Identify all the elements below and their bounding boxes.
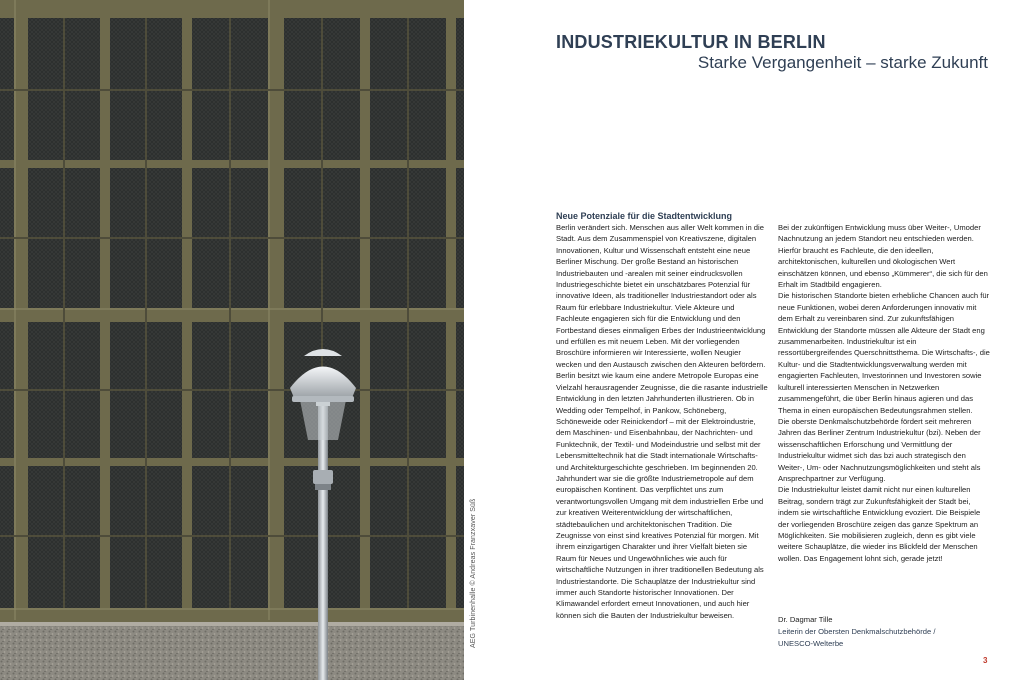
signature-role: Leiterin der Obersten Denkmalschutzbehörde / [778,627,936,636]
signature-role-org: UNESCO-Welterbe [778,639,844,648]
photo-credit: AEG Turbinenhalle © Andreas Franzxaver Süß [470,498,477,648]
facade-illustration [0,0,464,680]
paragraph: Bei der zukünftigen Entwicklung muss über Weiter-, Umoder Nachnutzung an jedem Standort neu entschieden werden. Hierfür braucht es Fachleute, die den ideellen, architektonischen, kulturellen und ökologischen Wert einschätzen können, und ebenso „Kümmerer“, die sich für den Erhalt im Stadtbild engagieren. [778,223,988,290]
signature-name: Dr. Dagmar Tille [778,615,833,624]
page-number: 3 [983,656,988,665]
stone-plinth [0,622,464,680]
paragraph: Berlin besitzt wie kaum eine andere Metropole Europas eine Vielzahl herausragender Zeugnisse, die die rasante industrielle Entwicklung in den letzten Jahrhunderten illustrieren. Ob in Wedding oder Tempelhof, in Pankow, Schöneberg, Schöneweide oder Reinickendorf – mit der Elektroindustrie, dem Maschinen- und Eisenbahnbau, der Nachrichten- und Funktechnik, der Textil- und Modeindustrie und selbst mit der Lebensmitteltechnik hat die Stadt internationale Wirtschafts- und Architekturgeschichte geschrieben. Im beginnenden 20. Jahrhundert war sie die größte Industriemetropole auf dem europäischen Kontinent. Das verpflichtet uns zum verantwortungsvollen Umgang mit dem industriellen Erbe und zur kreativen Weiterentwicklung der wirtschaftlichen, städtebaulichen und architektonischen Tradition. Die Zeugnisse von einst sind kreatives Potenzial für morgen. Mit ihrem einzigartigen Charakter und ihrer Vielfalt bieten sie Raum für Neues und Ungewöhnliches wie auch für wirtschaftliche Nutzungen in ihrer traditionellen Bedeutung als Industriestandorte. Die Schauplätze der Industriekultur sind immer auch Standorte historischer Innovationen. Der Klimawandel erfordert erneut Innovationen, und auch hier können sich die Bauten der Industriekultur beweisen. [556,371,768,620]
page-subtitle: Starke Vergangenheit – starke Zukunft [697,53,988,72]
paragraph: Berlin verändert sich. Menschen aus aller Welt kommen in die Stadt. Aus dem Zusammenspiel von Kreativszene, digitalen Innovationen, Kultur und Wissenschaft entsteht eine neue Berliner Mischung. Der große Bestand an historischen Industriebauten und -arealen mit seiner eindrucksvollen Industriegeschichte bietet ein unschätzbares Potenzial für innovative Ideen, als traditioneller Industriestandort oder als Raum für erlebbare Industriekultur. Viele Akteure und Fachleute engagieren sich für die Entwicklung und den Fortbestand dieses einmaligen Erbes der Industrieentwicklung und erfüllen es mit neuem Leben. Mit der vorliegenden Broschüre informieren wir Interessierte, wollen Neugier wecken und den Austausch zwischen den Akteuren befördern. [556,223,766,369]
page-title: INDUSTRIEKULTUR IN BERLIN [556,32,826,52]
paragraph: Die Industriekultur leistet damit nicht nur einen kulturellen Beitrag, sondern trägt zur Zukunftsfähigkeit der Stadt bei, indem sie wirtschaftliche Entwicklung evoziert. Die Beispiele der vorliegenden Broschüre zeigen das ganze Spektrum an Möglichkeiten. Sie mobilisieren zugleich, denn es gibt viele weitere Schauplätze, die wieder ins Blickfeld der Menschen wollen. Das Engagement lohnt sich, gerade jetzt! [778,485,981,563]
signature-block [778,614,993,650]
text-column-right [778,222,990,564]
section-heading: Neue Potenziale für die Stadtentwicklung [556,211,733,221]
text-column-left [556,210,768,621]
paragraph: Die historischen Standorte bieten erhebliche Chancen auch für neue Funktionen, wobei deren Anforderungen innovativ mit dem Erhalt zu vereinbaren sind. Zur zukunftsfähigen Entwicklung der Standorte müssen alle Akteure der Stadt eng zusammenarbeiten. Industriekultur ist ein ressortübergreifendes Querschnittsthema. Die Wirtschafts-, die Kultur- und die Stadtentwicklungsverwaltung werden mit engagierten Fachleuten, Investorinnen und Investoren sowie kulturell interessierten Menschen in Netzwerken zusammengeführt, die über Berlin hinaus agieren und das Thema in einen europäischen Bedeutungsrahmen stellen. [778,291,990,415]
facade-photo [0,0,464,680]
paragraph: Die oberste Denkmalschutzbehörde fördert seit mehreren Jahren das Berliner Zentrum Industriekultur (bzi). Neben der wissenschaftlichen Erforschung und Vermittlung der Industriekultur widmet sich das bzi auch strategisch den Weiter-, Um- oder Nachnutzungsmöglichkeiten und steht als Ansprechpartner zur Verfügung. [778,416,981,483]
